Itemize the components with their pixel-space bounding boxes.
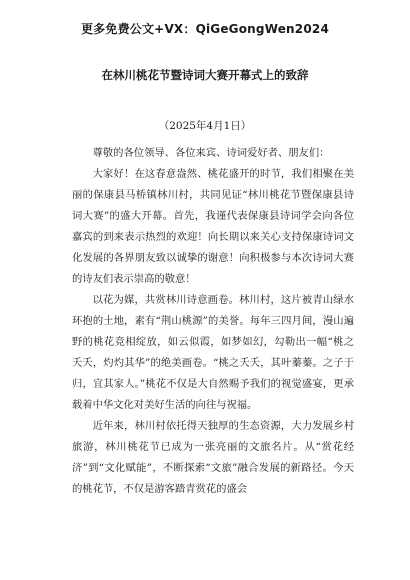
- paragraph: 近年来，林川村依托得天独厚的生态资源，大力发展乡村旅游，林川桃花节已成为一张亮丽的文旅名片。从“赏花经济”到“文化赋能”，不断探索“文旅”融合发展的新路径。今天的桃花节，不仅是游客踏青赏花的盛会: [72, 420, 354, 495]
- paragraph: 以花为媒，共赏林川诗意画卷。林川村，这片被青山绿水环抱的土地，素有“荆山桃源”的美誉。每年三四月间，漫山遍野的桃花竞相绽放，如云似霞，如梦如幻，勾勒出一幅“桃之夭夭，灼灼其华”的绝美画卷。“桃之夭夭，其叶蓁蓁。之子于归，宜其家人。”桃花不仅是大自然赐予我们的视觉盛宴，更承载着中华文化对美好生活的向往与祝福。: [72, 294, 354, 411]
- document-date: （2025年4月1日）: [158, 120, 252, 132]
- watermark-header: 更多免费公文+VX：QiGeGongWen2024: [80, 22, 329, 36]
- document-title: 在林川桃花节暨诗词大赛开幕式上的致辞: [101, 68, 309, 82]
- paragraph: 大家好！在这春意盎然、桃花盛开的时节，我们相聚在美丽的保康县马桥镇林川村，共同见证“林川桃花节暨保康县诗词大赛”的盛大开幕。首先，我谨代表保康县诗词学会向各位嘉宾的到来表示热烈的欢迎！向长期以来关心支持保康诗词文化发展的各界朋友致以诚挚的谢意！向积极参与本次诗词大赛的诗友们表示崇高的敬意！: [72, 168, 354, 285]
- document-body: [72, 143, 354, 500]
- salutation: 尊敬的各位领导、各位来宾、诗词爱好者、朋友们：: [92, 147, 330, 159]
